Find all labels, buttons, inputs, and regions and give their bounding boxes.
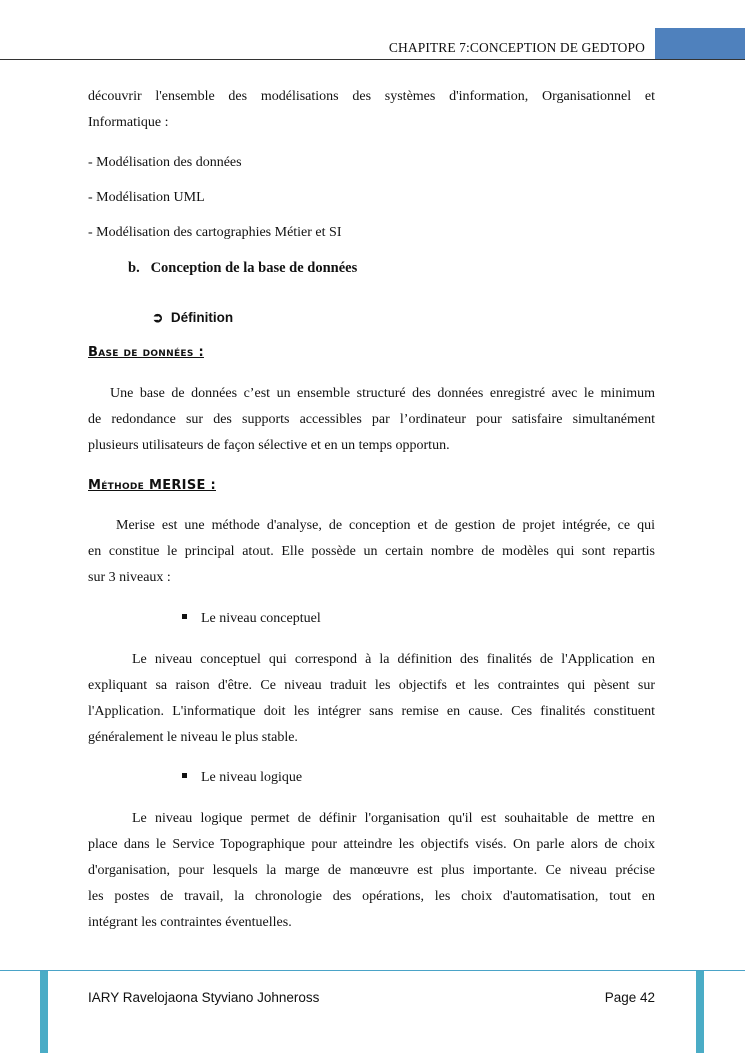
- footer-right-bar: [696, 971, 704, 1053]
- logique-line-5: intégrant les contraintes éventuelles.: [88, 915, 292, 930]
- list-item: - Modélisation UML: [88, 190, 205, 205]
- header-color-block: [655, 28, 745, 60]
- merise-line-2: en constitue le principal atout. Elle possède un certain nombre de modèles qui sont repartis: [88, 544, 655, 559]
- merise-line-1: Merise est une méthode d'analyse, de conception et de gestion de projet intégrée, ce qui: [116, 518, 655, 533]
- intro-line-2: Informatique :: [88, 115, 169, 130]
- section-marker: b.: [128, 260, 140, 276]
- bullet-niveau-logique: Le niveau logique: [182, 765, 302, 791]
- logique-line-3: d'organisation, pour lesquels la marge de manœuvre est plus importante. Ce niveau précise: [88, 863, 655, 878]
- list-item: - Modélisation des cartographies Métier et SI: [88, 225, 342, 240]
- merise-title: Méthode MERISE :: [88, 478, 216, 493]
- logique-line-4: les postes de travail, la chronologie des opérations, les choix d'automatisation, tout en: [88, 889, 655, 904]
- list-item: - Modélisation des données: [88, 155, 242, 170]
- conceptuel-line-1: Le niveau conceptuel qui correspond à la définition des finalités de l'Application en: [132, 652, 655, 667]
- base-donnees-line-2: de redondance sur des supports accessibles par l’ordinateur pour satisfaire simultanément: [88, 412, 655, 427]
- definition-label: Définition: [170, 310, 234, 325]
- bullet-niveau-conceptuel: Le niveau conceptuel: [182, 606, 321, 632]
- logique-line-2: place dans le Service Topographique pour atteindre les objectifs visés. On parle alors de choix: [88, 837, 655, 852]
- definition-heading: [152, 310, 233, 326]
- base-donnees-title: Base de données :: [88, 345, 204, 360]
- section-heading-b: [128, 260, 357, 277]
- base-donnees-line-1: Une base de données c’est un ensemble structuré des données enregistré avec le minimum: [110, 386, 655, 401]
- square-bullet-icon: [182, 773, 187, 778]
- footer-left-bar: [40, 971, 48, 1053]
- footer-page-number: Page 42: [604, 990, 655, 1005]
- conceptuel-line-3: l'Application. L'informatique doit les intégrer sans remise en cause. Ces finalités constituent: [88, 704, 655, 719]
- footer-author: IARY Ravelojaona Styviano Johneross: [88, 990, 320, 1005]
- conceptuel-line-2: expliquant sa raison d'être. Ce niveau traduit les objectifs et les contraintes qui pèsent sur: [88, 678, 655, 693]
- footer-rule: [0, 970, 745, 971]
- base-donnees-line-3: plusieurs utilisateurs de façon sélective et en un temps opportun.: [88, 438, 450, 453]
- intro-line-1: découvrir l'ensemble des modélisations des systèmes d'information, Organisationnel et: [88, 89, 655, 104]
- conceptuel-line-4: généralement le niveau le plus stable.: [88, 730, 298, 745]
- logique-line-1: Le niveau logique permet de définir l'organisation qu'il est souhaitable de mettre en: [132, 811, 655, 826]
- merise-line-3: sur 3 niveaux :: [88, 570, 171, 585]
- square-bullet-icon: [182, 614, 187, 619]
- arrow-icon: ➲: [152, 310, 164, 325]
- header-rule: [0, 59, 745, 60]
- running-header-title: CHAPITRE 7:CONCEPTION DE GEDTOPO: [388, 40, 645, 55]
- section-title: Conception de la base de données: [150, 260, 358, 276]
